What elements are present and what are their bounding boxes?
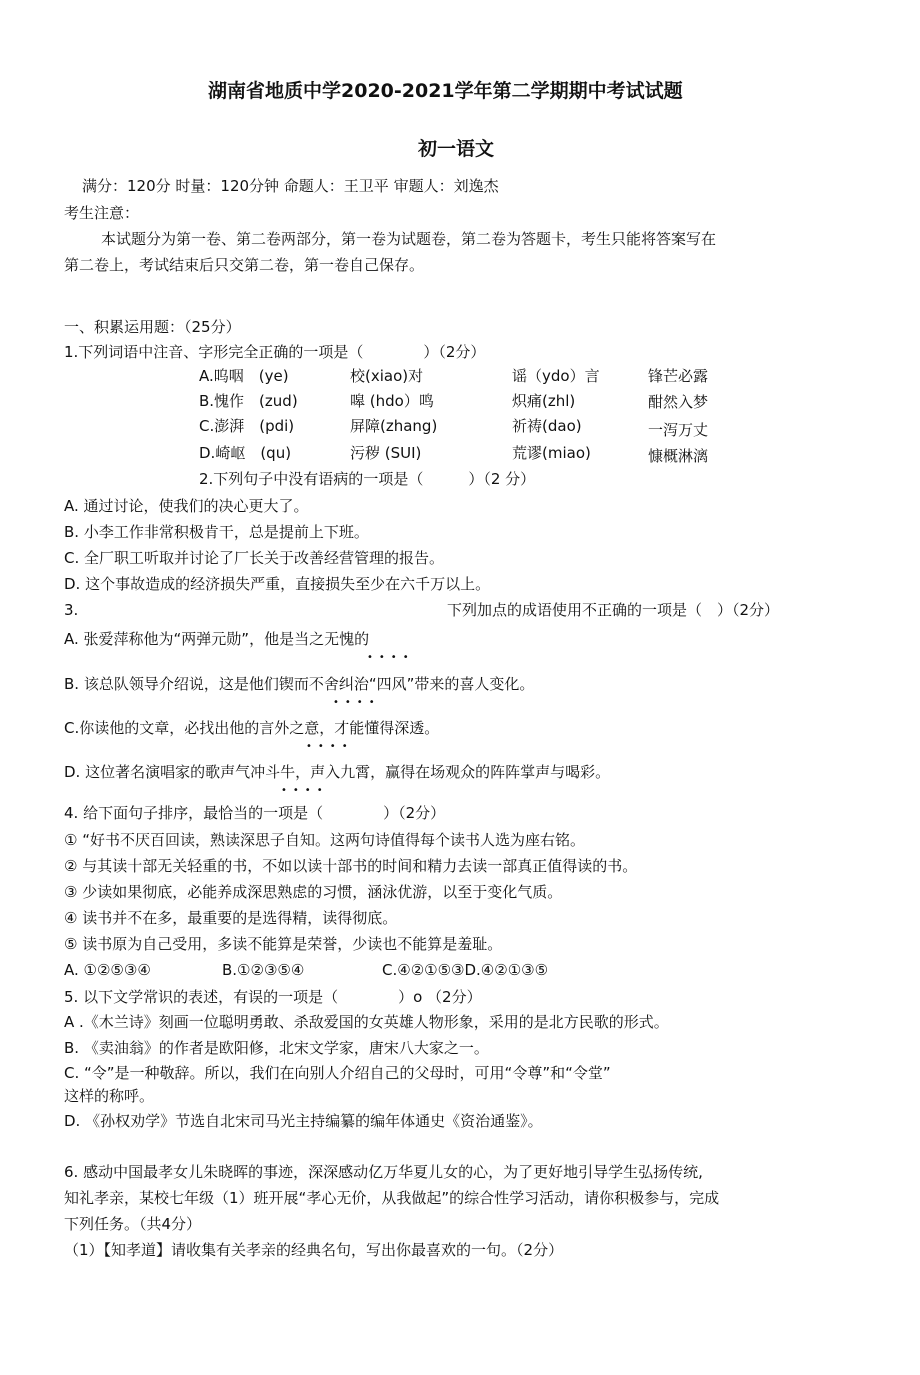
q3-option-c: C.你读他的文章，必找出他的言外之意，才能懂得深透。: [64, 719, 440, 737]
q3-number: 3.: [64, 601, 79, 619]
notice-line-1: 本试题分为第一卷、第二卷两部分，第一卷为试题卷，第二卷为答题卡，考生只能将答案写在: [101, 230, 717, 248]
q5-option-a: A .《木兰诗》刻画一位聪明勇敢、杀敌爱国的女英雄人物形象，采用的是北方民歌的形式。: [64, 1013, 669, 1031]
q1-option-c-word4: 一泻万丈: [648, 421, 709, 439]
q2-option-c: C. 全厂职工听取并讨论了厂长关于改善经营管理的报告。: [64, 549, 445, 567]
q1-option-b-word4: 酣然入梦: [648, 393, 709, 411]
q3-option-b: B. 该总队领导介绍说，这是他们锲而不舍纠治“四风”带来的喜人变化。: [64, 675, 535, 693]
q6-line-1: 6. 感动中国最孝女儿朱晓晖的事迹，深深感动亿万华夏儿女的心，为了更好地引导学生弘扬传统,: [64, 1163, 703, 1181]
q5-option-d: D. 《孙权劝学》节选自北宋司马光主持编纂的编年体通史《资治通鉴》。: [64, 1112, 543, 1130]
q1-option-d-word2: 污秽 (SUI): [350, 444, 422, 462]
q5-option-b: B. 《卖油翁》的作者是欧阳修，北宋文学家，唐宋八大家之一。: [64, 1039, 489, 1057]
q1-option-d-word1: D.崎岖 (qu): [199, 444, 292, 462]
emphasis-dots-b: ••••: [333, 697, 381, 708]
notice-label: 考生注意：: [64, 204, 140, 222]
q3-option-a: A. 张爱萍称他为“两弹元勋”，他是当之无愧的: [64, 630, 370, 648]
q5-option-c-cont: 这样的称呼。: [64, 1087, 155, 1105]
q4-sentence-1: ① “好书不厌百回读，熟读深思子自知。这两句诗值得每个读书人选为座右铭。: [64, 831, 585, 849]
exam-info: 满分：120分 时量：120分钟 命题人：王卫平 审题人：刘逸杰: [82, 177, 499, 195]
exam-subject: 初一语文: [418, 138, 495, 160]
emphasis-dots-c: ••••: [306, 741, 354, 752]
q1-option-c-word1: C.澎湃 (pdi): [199, 417, 295, 435]
q1-option-d-word4: 慷概淋漓: [648, 447, 709, 465]
q4-sentence-3: ③ 少读如果彻底，必能养成深思熟虑的习惯，涵泳优游，以至于变化气质。: [64, 883, 563, 901]
q1-option-a-word3: 谣（ydo）言: [512, 367, 600, 385]
q1-option-a-word4: 锋芒必露: [648, 367, 709, 385]
q1-option-a-word1: A.呜咽 (ye): [199, 367, 289, 385]
q1-option-d-word3: 荒谬(miao): [512, 444, 591, 462]
q6-line-3: 下列任务。（共4分）: [64, 1215, 202, 1233]
q2-stem: 2.下列句子中没有语病的一项是（ ）（2 分）: [199, 470, 536, 488]
q4-sentence-2: ② 与其读十部无关轻重的书，不如以读十部书的时间和精力去读一部真正值得读的书。: [64, 857, 638, 875]
q3-stem: 下列加点的成语使用不正确的一项是（ ）（2分）: [447, 601, 780, 619]
q2-option-a: A. 通过讨论，使我们的决心更大了。: [64, 497, 309, 515]
q1-option-c-word2: 屏障(zhang): [350, 417, 438, 435]
q2-option-b: B. 小李工作非常积极肯干，总是提前上下班。: [64, 523, 369, 541]
q6-line-2: 知礼孝亲，某校七年级（1）班开展“孝心无价，从我做起”的综合性学习活动，请你积极参与，完成: [64, 1189, 720, 1207]
exam-title: 湖南省地质中学2020-2021学年第二学期期中考试试题: [208, 80, 683, 102]
q4-option-cd: C.④②①⑤③D.④②①③⑤: [382, 961, 549, 979]
section-heading: 一、积累运用题：（25分）: [64, 318, 241, 336]
q1-option-a-word2: 校(xiao)对: [350, 367, 424, 385]
q4-option-a: A. ①②⑤③④: [64, 961, 151, 979]
q1-option-c-word3: 祈祷(dao): [512, 417, 582, 435]
q1-option-b-word2: 嗥 (hdo）鸣: [350, 392, 434, 410]
notice-line-2: 第二卷上，考试结束后只交第二卷，第一卷自己保存。: [64, 256, 425, 274]
q4-option-b: B.①②③⑤④: [222, 961, 305, 979]
q3-option-d: D. 这位著名演唱家的歌声气冲斗牛，声入九霄，赢得在场观众的阵阵掌声与喝彩。: [64, 763, 611, 781]
q5-stem: 5. 以下文学常识的表述，有误的一项是（ ）o （2分）: [64, 988, 482, 1006]
q1-stem: 1.下列词语中注音、字形完全正确的一项是（ ）（2分）: [64, 343, 486, 361]
q4-sentence-4: ④ 读书并不在多，最重要的是选得精，读得彻底。: [64, 909, 398, 927]
q4-stem: 4. 给下面句子排序，最恰当的一项是（ ）（2分）: [64, 804, 446, 822]
emphasis-dots-d: ••••: [281, 785, 329, 796]
q1-option-b-word1: B.愧作 (zud): [199, 392, 298, 410]
q5-option-c: C. “令”是一种敬辞。所以，我们在向别人介绍自己的父母时，可用“令尊”和“令堂”: [64, 1064, 611, 1082]
q4-sentence-5: ⑤ 读书原为自己受用，多读不能算是荣誉，少读也不能算是羞耻。: [64, 935, 503, 953]
q1-option-b-word3: 炽痛(zhl): [512, 392, 576, 410]
q6-sub-1: （1）【知孝道】请收集有关孝亲的经典名句，写出你最喜欢的一句。（2分）: [64, 1241, 564, 1259]
q2-option-d: D. 这个事故造成的经济损失严重，直接损失至少在六千万以上。: [64, 575, 491, 593]
emphasis-dots-a: ••••: [367, 652, 415, 663]
